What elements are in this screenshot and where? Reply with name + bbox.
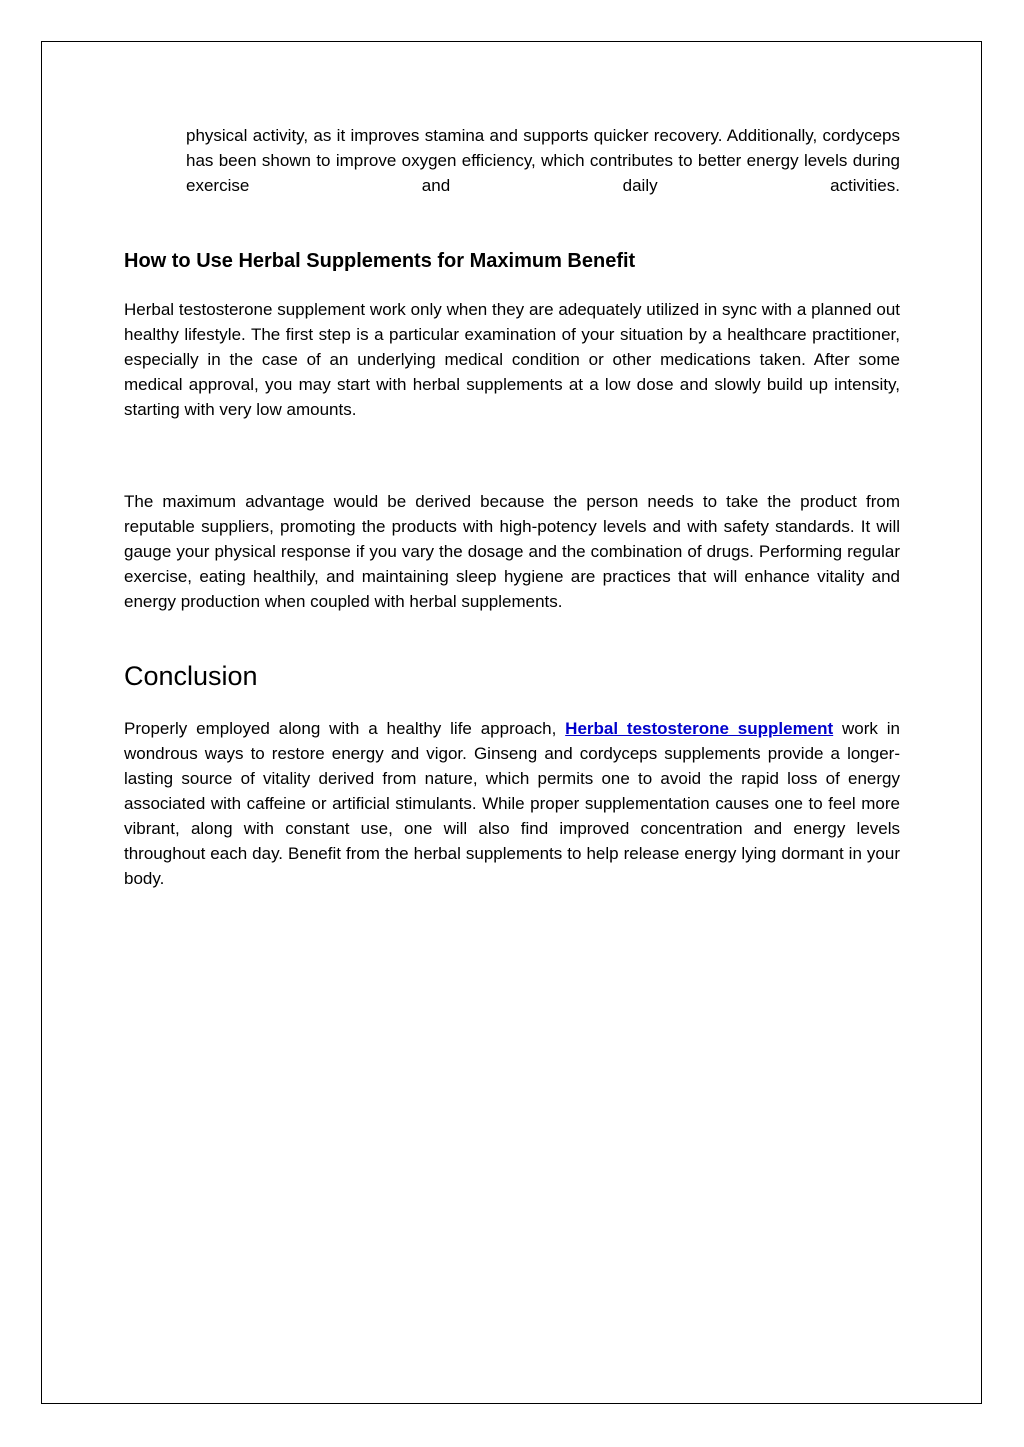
- conclusion-text-before-link: Properly employed along with a healthy life approach,: [124, 719, 566, 738]
- usage-paragraph-2: The maximum advantage would be derived because the person needs to take the product from reputable suppliers, promoting the products with high-potency levels and with safety standards. It will gauge your physical response if you vary the dosage and the combination of drugs. Performing regular exercise, eating healthily, and maintaining sleep hygiene are practices that will enhance vitality and energy production when coupled with herbal supplements.: [124, 492, 900, 611]
- conclusion-text-after-link: work in wondrous ways to restore energy and vigor. Ginseng and cordyceps supplements provide a longer-lasting source of vitality derived from nature, which permits one to avoid the rapid loss of energy associated with caffeine or artificial stimulants. While proper supplementation causes one to feel more vibrant, along with constant use, one will also find improved concentration and energy levels throughout each day. Benefit from the herbal supplements to help release energy lying dormant in your body.: [124, 719, 900, 888]
- intro-paragraph: physical activity, as it improves stamina and supports quicker recovery. Additionally, cordyceps has been shown to improve oxygen efficiency, which contributes to better energy levels during exercise and daily activities.: [186, 126, 900, 195]
- usage-paragraph-1: Herbal testosterone supplement work only when they are adequately utilized in sync with a planned out healthy lifestyle. The first step is a particular examination of your situation by a healthcare practitioner, especially in the case of an underlying medical condition or other medications taken. After some medical approval, you may start with herbal supplements at a low dose and slowly build up intensity, starting with very low amounts.: [124, 300, 900, 419]
- conclusion-heading: Conclusion: [124, 661, 258, 691]
- herbal-testosterone-supplement-link[interactable]: Herbal testosterone supplement: [565, 719, 834, 738]
- conclusion-paragraph: [124, 716, 900, 891]
- section-heading-usage: How to Use Herbal Supplements for Maximum Benefit: [124, 250, 636, 272]
